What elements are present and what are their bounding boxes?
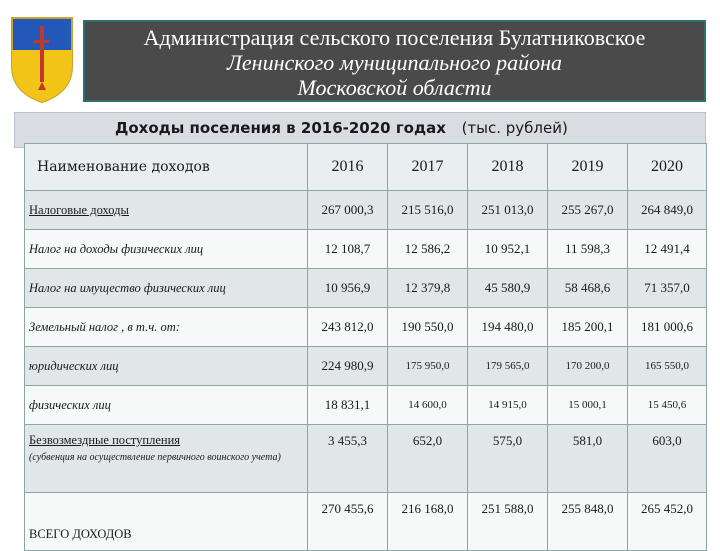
row-name: Налоговые доходы [29,202,129,217]
value-cell: 15 450,6 [628,386,707,425]
row-name: Налог на доходы физических лиц [25,230,308,269]
row-name: Безвозмездные поступления [29,433,181,447]
caption-main: Доходы поселения в 2016-2020 годах [115,119,446,137]
value-cell: 170 200,0 [548,347,628,386]
value-cell: 10 956,9 [308,269,388,308]
value-cell: 14 915,0 [468,386,548,425]
caption-unit: (тыс. рублей) [461,119,568,137]
value-cell: 255 267,0 [548,191,628,230]
header-year-2020: 2020 [628,144,707,191]
value-cell: 11 598,3 [548,230,628,269]
row-name: ВСЕГО ДОХОДОВ [25,493,308,551]
header-line-1: Администрация сельского поселения Булатниковское [143,25,646,50]
table-row [25,230,707,269]
value-cell: 181 000,6 [628,308,707,347]
value-cell: 224 980,9 [308,347,388,386]
header-year-2017: 2017 [388,144,468,191]
row-name: Земельный налог , в т.ч. от: [25,308,308,347]
header-year-2019: 2019 [548,144,628,191]
value-cell: 12 586,2 [388,230,468,269]
value-cell: 12 379,8 [388,269,468,308]
value-cell: 14 600,0 [388,386,468,425]
value-cell: 603,0 [628,425,707,493]
value-cell: 185 200,1 [548,308,628,347]
value-cell: 179 565,0 [468,347,548,386]
table-header-row [25,144,707,191]
header-year-2018: 2018 [468,144,548,191]
value-cell: 175 950,0 [388,347,468,386]
value-cell: 652,0 [388,425,468,493]
value-cell: 264 849,0 [628,191,707,230]
header-line-2: Ленинского муниципального района [226,50,563,75]
header-name-cell: Наименование доходов [25,144,308,191]
row-name: юридических лиц [25,347,308,386]
table-row [25,386,707,425]
value-cell: 215 516,0 [388,191,468,230]
table-row [25,425,707,493]
value-cell: 216 168,0 [388,493,468,551]
table-row [25,308,707,347]
row-name: Налог на имущество физических лиц [25,269,308,308]
value-cell: 251 588,0 [468,493,548,551]
value-cell: 71 357,0 [628,269,707,308]
value-cell: 270 455,6 [308,493,388,551]
value-cell: 267 000,3 [308,191,388,230]
value-cell: 3 455,3 [308,425,388,493]
value-cell: 10 952,1 [468,230,548,269]
value-cell: 575,0 [468,425,548,493]
value-cell: 194 480,0 [468,308,548,347]
value-cell: 58 468,6 [548,269,628,308]
header-line-3: Московской области [297,75,492,100]
value-cell: 18 831,1 [308,386,388,425]
revenue-table [24,143,707,551]
value-cell: 251 013,0 [468,191,548,230]
row-note: (субвенция на осуществление первичного воинского учета) [29,452,281,463]
coat-of-arms-icon [8,14,76,104]
value-cell: 255 848,0 [548,493,628,551]
row-name: физических лиц [25,386,308,425]
value-cell: 45 580,9 [468,269,548,308]
table-row [25,191,707,230]
table-row [25,269,707,308]
value-cell: 190 550,0 [388,308,468,347]
value-cell: 265 452,0 [628,493,707,551]
value-cell: 12 491,4 [628,230,707,269]
value-cell: 581,0 [548,425,628,493]
value-cell: 165 550,0 [628,347,707,386]
value-cell: 243 812,0 [308,308,388,347]
page-header [83,20,706,102]
header-year-2016: 2016 [308,144,388,191]
value-cell: 15 000,1 [548,386,628,425]
table-row [25,347,707,386]
value-cell: 12 108,7 [308,230,388,269]
table-row [25,493,707,551]
